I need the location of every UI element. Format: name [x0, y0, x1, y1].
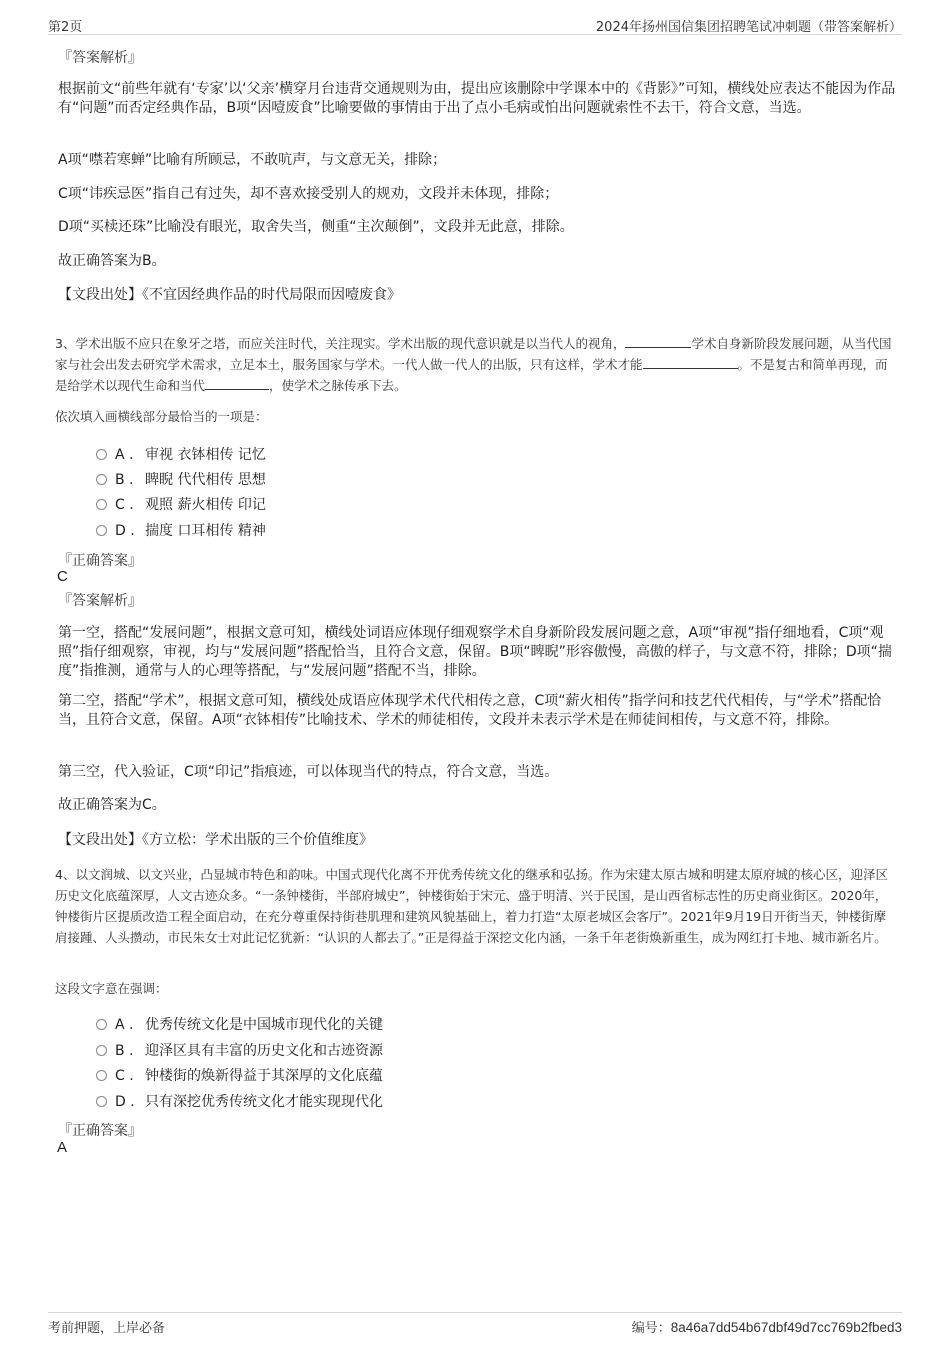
answer-conclusion: 故正确答案为B。 — [58, 253, 166, 269]
passage-source: 【文段出处】《方立松：学术出版的三个价值维度》 — [58, 832, 373, 848]
page-footer — [48, 1312, 902, 1337]
correct-answer: C — [57, 568, 68, 585]
radio-icon[interactable] — [96, 499, 107, 510]
radio-icon[interactable] — [96, 474, 107, 485]
option-c[interactable]: C . 观照 薪火相传 印记 — [96, 494, 266, 516]
radio-icon[interactable] — [96, 1096, 107, 1107]
option-c[interactable]: C . 钟楼街的焕新得益于其深厚的文化底蕴 — [96, 1065, 383, 1087]
analysis-label: 『答案解析』 — [58, 50, 142, 66]
analysis-paragraph: 第一空，搭配“发展问题”，根据文意可知，横线处词语应体现仔细观察学术自身新阶段发展问题之意，A项“审视”指仔细地看，C项“观照”指仔细观察，审视，均与“发展问题”搭配恰当，且符合文意，保留。B项“睥睨”形容傲慢，高傲的样子，与文意不符，排除；D项“揣度”指推测，通常与人的心理等搭配，与“发展问题”搭配不当，排除。 — [58, 625, 892, 679]
passage-source: 【文段出处】《不宜因经典作品的时代局限而因噎废食》 — [58, 287, 401, 303]
analysis-paragraph: 第三空，代入验证，C项“印记”指痕迹，可以体现当代的特点，符合文意，当选。 — [58, 764, 559, 780]
question-prompt: 这段文字意在强调： — [55, 981, 168, 996]
question-text: 3、学术出版不应只在象牙之塔，而应关注时代，关注现实。学术出版的现代意识就是以当代人的视角， 学术自身新阶段发展问题，从当代国家与社会出发去研究学术需求，立足本土，服务国家与学术。一代人做一代人的出版，只有这样，学术才能 。不是复古和简单再现，而是给学术以现代生命和当代 ，使学术之脉传承下去。 — [55, 336, 892, 393]
option-b[interactable]: B . 睥睨 代代相传 思想 — [96, 469, 266, 491]
analysis-paragraph: D项“买椟还珠”比喻没有眼光，取舍失当，侧重“主次颠倒”，文段并无此意，排除。 — [58, 219, 574, 235]
option-d[interactable]: D . 只有深挖优秀传统文化才能实现现代化 — [96, 1091, 383, 1113]
radio-icon[interactable] — [96, 1070, 107, 1081]
question-prompt: 依次填入画横线部分最恰当的一项是： — [55, 409, 268, 424]
page-header — [48, 14, 902, 35]
fill-blank — [625, 335, 691, 348]
answer-conclusion: 故正确答案为C。 — [58, 797, 166, 813]
document-title: 2024年扬州国信集团招聘笔试冲刺题（带答案解析） — [595, 20, 902, 35]
analysis-paragraph: 根据前文“前些年就有‘专家’以‘父亲’横穿月台违背交通规则为由，提出应该删除中学课本中的《背影》”可知，横线处应表达不能因为作品有“问题”而否定经典作品，B项“因噎废食”比喻要做的事情由于出了点小毛病或怕出问题就索性不去干，符合文意，当选。 — [58, 81, 896, 116]
radio-icon[interactable] — [96, 525, 107, 536]
analysis-paragraph: 第二空，搭配“学术”，根据文意可知，横线处成语应体现学术代代相传之意，C项“薪火相传”指学问和技艺代代相传，与“学术”搭配恰当，且符合文意，保留。A项“衣钵相传”比喻技术、学术的师徒相传，文段并未表示学术是在师徒间相传，与文意不符，排除。 — [58, 693, 882, 728]
document-code: 编号：8a46a7dd54b67dbf49d7cc769b2fbed3 — [631, 1320, 902, 1336]
fill-blank — [205, 377, 269, 390]
analysis-label: 『答案解析』 — [58, 593, 142, 609]
correct-answer: A — [57, 1139, 68, 1156]
page-number: 第2页 — [48, 20, 83, 35]
footer-slogan: 考前押题，上岸必备 — [48, 1321, 166, 1336]
question-text: 4、以文润城、以文兴业，凸显城市特色和韵味。中国式现代化离不开优秀传统文化的继承和弘扬。作为宋建太原古城和明建太原府城的核心区，迎泽区历史文化底蕴深厚，人文古迹众多。“一条钟楼街，半部府城史”，钟楼街始于宋元、盛于明清、兴于民国，是山西省标志性的历史商业街区。2020年，钟楼街片区提质改造工程全面启动，在充分尊重保持街巷肌理和建筑风貌基础上，着力打造“太原老城区会客厅”。2021年9月19日开街当天，钟楼街摩肩接踵、人头攒动，市民朱女士对此记忆犹新：“认识的人都去了。”正是得益于深挖文化内涵，一条千年老街焕新重生，成为网红打卡地、城市新名片。 — [55, 867, 888, 945]
correct-answer-label: 『正确答案』 — [58, 1123, 142, 1139]
analysis-paragraph: C项“讳疾忌医”指自己有过失，却不喜欢接受别人的规劝，文段并未体现，排除； — [58, 186, 559, 202]
option-d[interactable]: D . 揣度 口耳相传 精神 — [96, 520, 266, 542]
analysis-paragraph: A项“噤若寒蝉”比喻有所顾忌，不敢吭声，与文意无关，排除； — [58, 152, 447, 168]
option-a[interactable]: A . 审视 衣钵相传 记忆 — [96, 444, 266, 466]
radio-icon[interactable] — [96, 449, 107, 460]
radio-icon[interactable] — [96, 1019, 107, 1030]
option-a[interactable]: A . 优秀传统文化是中国城市现代化的关键 — [96, 1014, 383, 1036]
option-b[interactable]: B . 迎泽区具有丰富的历史文化和古迹资源 — [96, 1040, 383, 1062]
radio-icon[interactable] — [96, 1045, 107, 1056]
correct-answer-label: 『正确答案』 — [58, 553, 142, 569]
fill-blank — [643, 356, 738, 369]
